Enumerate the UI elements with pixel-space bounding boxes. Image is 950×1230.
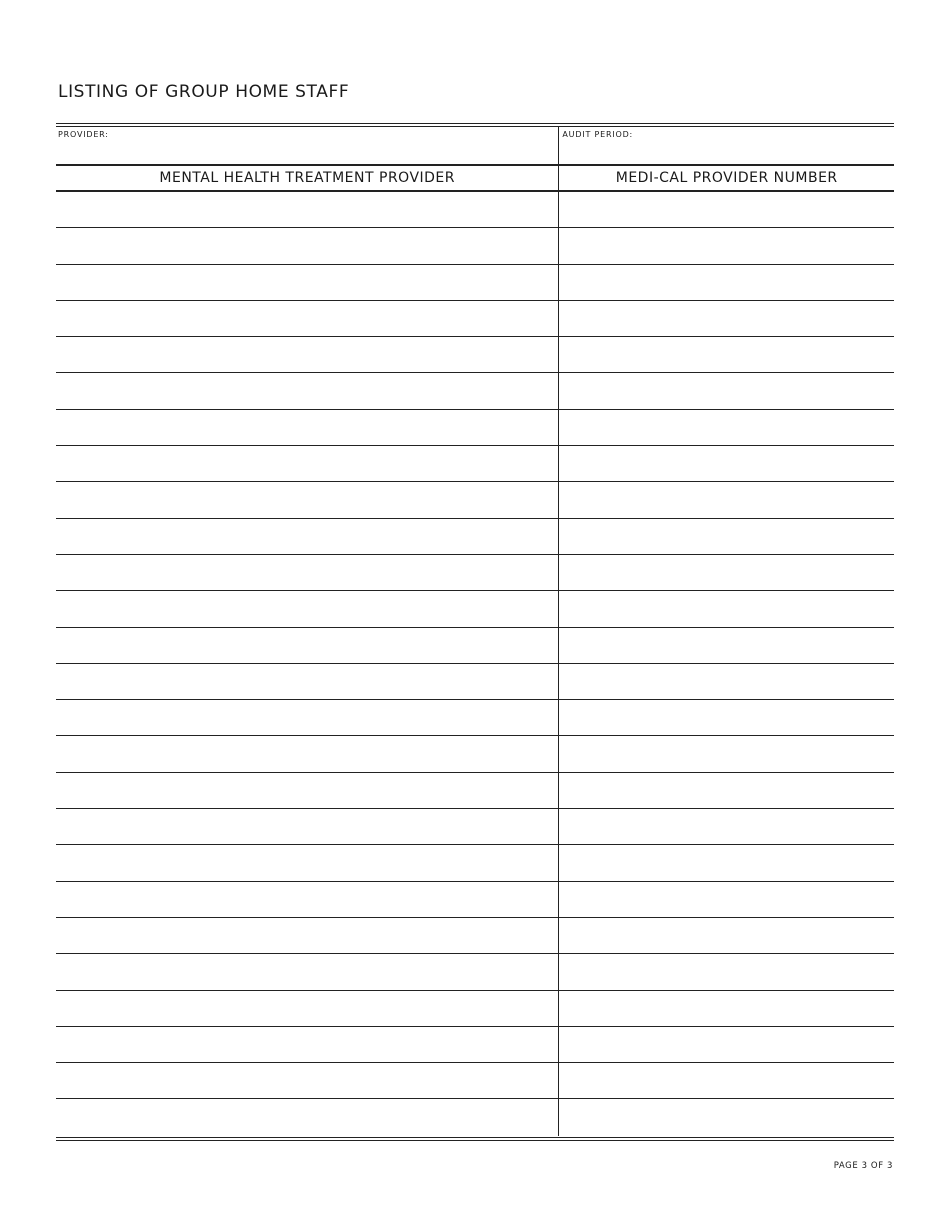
medi-cal-number-cell[interactable] — [559, 337, 894, 372]
treatment-provider-cell[interactable] — [56, 301, 559, 336]
medi-cal-number-cell[interactable] — [559, 373, 894, 408]
treatment-provider-cell[interactable] — [56, 882, 559, 917]
medi-cal-number-cell[interactable] — [559, 482, 894, 517]
medi-cal-number-cell[interactable] — [559, 410, 894, 445]
column-header-treatment-provider: MENTAL HEALTH TREATMENT PROVIDER — [56, 166, 559, 190]
treatment-provider-cell[interactable] — [56, 228, 559, 263]
medi-cal-number-cell[interactable] — [559, 519, 894, 554]
treatment-provider-cell[interactable] — [56, 809, 559, 844]
table-row — [56, 736, 894, 772]
audit-period-label: AUDIT PERIOD: — [562, 130, 634, 139]
medi-cal-number-cell[interactable] — [559, 954, 894, 989]
medi-cal-number-cell[interactable] — [559, 736, 894, 771]
treatment-provider-cell[interactable] — [56, 192, 559, 227]
column-header-medi-cal-number: MEDI-CAL PROVIDER NUMBER — [615, 170, 838, 186]
medi-cal-number-cell[interactable] — [559, 991, 894, 1026]
table-row — [56, 301, 894, 337]
provider-field[interactable] — [56, 127, 559, 164]
table-row — [56, 228, 894, 264]
medi-cal-number-cell[interactable] — [559, 1027, 894, 1062]
table-row — [56, 265, 894, 301]
column-header-row — [56, 166, 894, 192]
medi-cal-number-cell[interactable] — [559, 882, 894, 917]
staff-listing-form — [56, 123, 894, 1141]
table-row — [56, 664, 894, 700]
medi-cal-number-cell[interactable] — [559, 809, 894, 844]
medi-cal-number-cell[interactable] — [559, 664, 894, 699]
treatment-provider-cell[interactable] — [56, 1099, 559, 1135]
treatment-provider-cell[interactable] — [56, 773, 559, 808]
medi-cal-number-cell[interactable] — [559, 628, 894, 663]
table-row — [56, 591, 894, 627]
treatment-provider-cell[interactable] — [56, 918, 559, 953]
treatment-provider-cell[interactable] — [56, 700, 559, 735]
medi-cal-number-cell[interactable] — [559, 1063, 894, 1098]
table-row — [56, 882, 894, 918]
page-number: PAGE 3 OF 3 — [833, 1161, 893, 1171]
treatment-provider-cell[interactable] — [56, 555, 559, 590]
treatment-provider-cell[interactable] — [56, 337, 559, 372]
treatment-provider-cell[interactable] — [56, 954, 559, 989]
table-row — [56, 482, 894, 518]
treatment-provider-cell[interactable] — [56, 991, 559, 1026]
table-row — [56, 337, 894, 373]
treatment-provider-cell[interactable] — [56, 265, 559, 300]
table-row — [56, 519, 894, 555]
medi-cal-number-cell[interactable] — [559, 773, 894, 808]
form-title: LISTING OF GROUP HOME STAFF — [58, 82, 350, 102]
treatment-provider-cell[interactable] — [56, 1027, 559, 1062]
bottom-rule — [56, 1137, 894, 1138]
medi-cal-number-cell[interactable] — [559, 446, 894, 481]
medi-cal-number-cell[interactable] — [559, 591, 894, 626]
treatment-provider-cell[interactable] — [56, 373, 559, 408]
medi-cal-number-cell[interactable] — [559, 845, 894, 880]
treatment-provider-cell[interactable] — [56, 410, 559, 445]
table-row — [56, 700, 894, 736]
medi-cal-number-cell[interactable] — [559, 301, 894, 336]
table-row — [56, 845, 894, 881]
medi-cal-number-cell[interactable] — [559, 555, 894, 590]
treatment-provider-cell[interactable] — [56, 628, 559, 663]
provider-label: PROVIDER: — [58, 130, 109, 139]
table-row — [56, 918, 894, 954]
table-row — [56, 1063, 894, 1099]
treatment-provider-cell[interactable] — [56, 1063, 559, 1098]
treatment-provider-cell[interactable] — [56, 519, 559, 554]
medi-cal-number-cell[interactable] — [559, 228, 894, 263]
form-header-row — [56, 127, 894, 166]
table-row — [56, 773, 894, 809]
treatment-provider-cell[interactable] — [56, 446, 559, 481]
treatment-provider-cell[interactable] — [56, 482, 559, 517]
table-row — [56, 192, 894, 228]
table-row — [56, 1027, 894, 1063]
medi-cal-number-cell[interactable] — [559, 700, 894, 735]
table-row — [56, 991, 894, 1027]
treatment-provider-cell[interactable] — [56, 736, 559, 771]
table-row — [56, 410, 894, 446]
table-body — [56, 192, 894, 1136]
table-row — [56, 1099, 894, 1135]
table-row — [56, 628, 894, 664]
audit-period-field[interactable] — [559, 127, 894, 164]
bottom-rule-inner — [56, 1140, 894, 1141]
table-row — [56, 555, 894, 591]
table-row — [56, 373, 894, 409]
table-row — [56, 446, 894, 482]
medi-cal-number-cell[interactable] — [559, 192, 894, 227]
medi-cal-number-cell[interactable] — [559, 265, 894, 300]
medi-cal-number-cell[interactable] — [559, 1099, 894, 1135]
treatment-provider-cell[interactable] — [56, 664, 559, 699]
top-rule — [56, 123, 894, 124]
treatment-provider-cell[interactable] — [56, 845, 559, 880]
table-row — [56, 954, 894, 990]
treatment-provider-cell[interactable] — [56, 591, 559, 626]
table-row — [56, 809, 894, 845]
medi-cal-number-cell[interactable] — [559, 918, 894, 953]
